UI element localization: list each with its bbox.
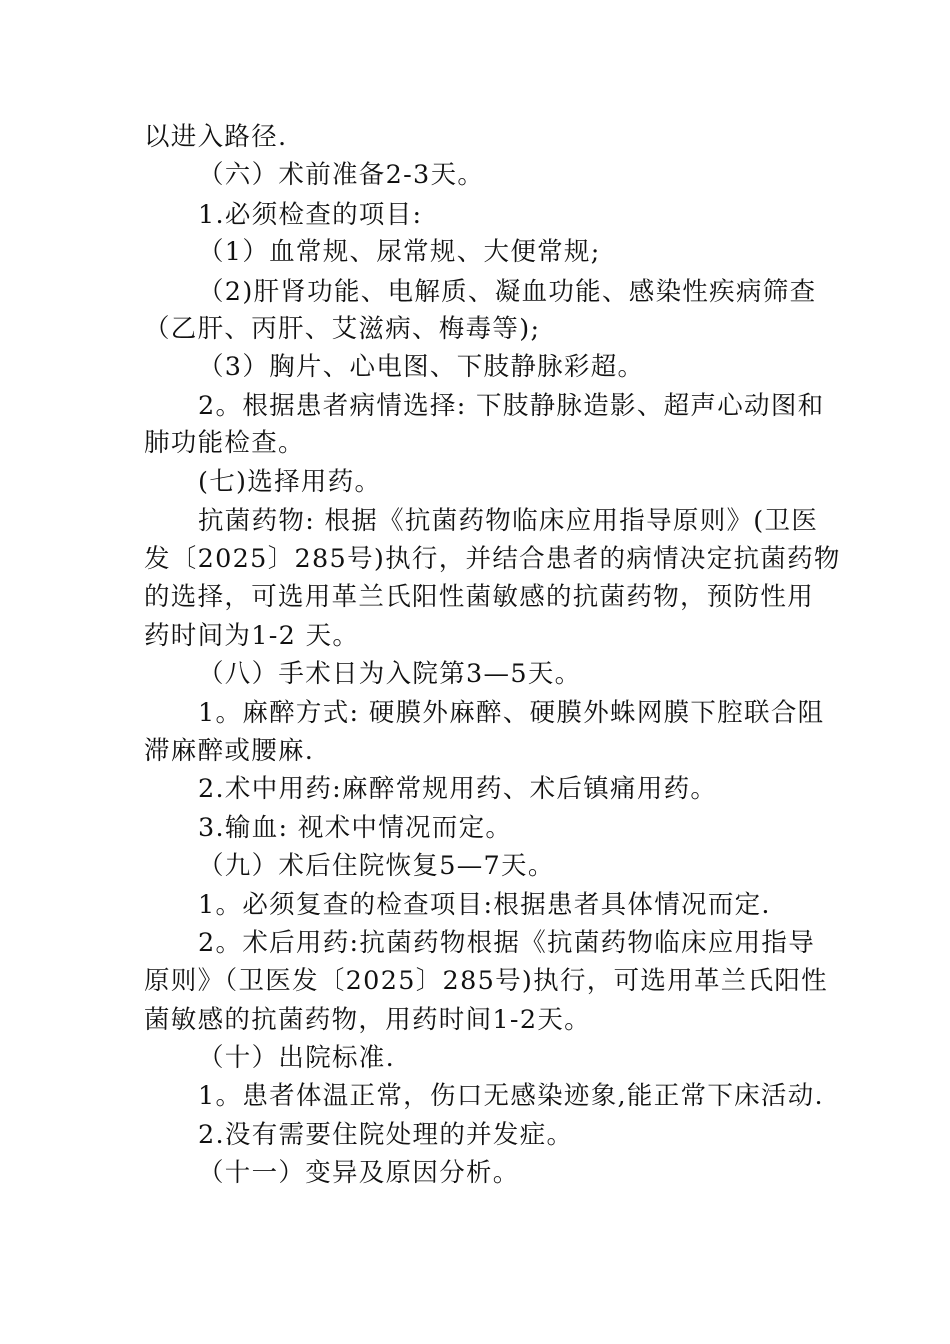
list-item-postop-medication-line-2: 原则》（卫医发〔2025〕285号)执行，可选用革兰氏阳性 (144, 966, 828, 996)
list-subitem-2: （2)肝肾功能、电解质、凝血功能、感染性疾病筛查 (198, 277, 817, 307)
section-heading-10: （十）出院标准. (198, 1043, 396, 1073)
section-heading-8: （八）手术日为入院第3—5天。 (198, 659, 582, 689)
text-line-continuation: 以进入路径. (144, 122, 288, 152)
list-item-anesthesia-continuation: 滞麻醉或腰麻. (144, 736, 315, 766)
paragraph-antibiotics: 抗菌药物: 根据《抗菌药物临床应用指导原则》(卫医 (198, 506, 819, 536)
list-subitem-3: （3）胸片、心电图、下肢静脉彩超。 (198, 352, 645, 382)
list-item-anesthesia: 1。麻醉方式: 硬膜外麻醉、硬膜外蛛网膜下腔联合阻 (198, 698, 825, 728)
list-item-postop-medication-line-3: 菌敏感的抗菌药物，用药时间1-2天。 (144, 1005, 591, 1035)
section-heading-9: （九）术后住院恢复5—7天。 (198, 851, 555, 881)
list-item-intraop-medication: 2.术中用药:麻醉常规用药、术后镇痛用药。 (198, 774, 718, 804)
list-item-postop-medication: 2。术后用药:抗菌药物根据《抗菌药物临床应用指导 (198, 928, 816, 958)
list-item-discharge-criterion-1: 1。患者体温正常，伤口无感染迹象,能正常下床活动. (198, 1081, 824, 1111)
list-item-optional-checks-continuation: 肺功能检查。 (144, 428, 305, 458)
section-heading-6: （六）术前准备2-3天。 (198, 160, 485, 190)
list-item-transfusion: 3.输血: 视术中情况而定。 (198, 813, 513, 843)
list-item-discharge-criterion-2: 2.没有需要住院处理的并发症。 (198, 1120, 574, 1150)
list-item-recheck: 1。必须复查的检查项目:根据患者具体情况而定. (198, 890, 771, 920)
section-heading-7: (七)选择用药。 (198, 467, 382, 497)
paragraph-antibiotics-line-3: 的选择，可选用革兰氏阳性菌敏感的抗菌药物，预防性用 (144, 582, 815, 612)
list-subitem-1: （1）血常规、尿常规、大便常规; (198, 237, 601, 267)
paragraph-antibiotics-line-4: 药时间为1-2 天。 (144, 621, 360, 651)
paragraph-antibiotics-line-2: 发〔2025〕285号)执行，并结合患者的病情决定抗菌药物 (144, 544, 841, 574)
section-heading-11: （十一）变异及原因分析。 (198, 1158, 520, 1188)
list-item-required-checks: 1.必须检查的项目: (198, 200, 423, 230)
list-subitem-2-continuation: （乙肝、丙肝、艾滋病、梅毒等); (144, 314, 541, 344)
list-item-optional-checks: 2。根据患者病情选择: 下肢静脉造影、超声心动图和 (198, 391, 825, 421)
